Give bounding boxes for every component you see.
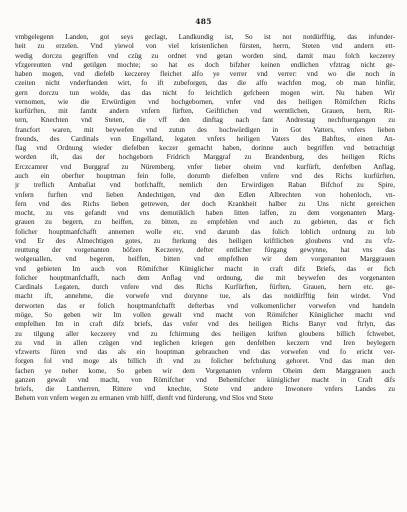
text-line: vmbgelegenn Landen, got seys geclagt, Landkundig ist, So ist not notdürfftig, das infunder-: [15, 33, 395, 41]
text-line: derworten das er folich houptmanfchafft defterbas vnd volkomenlicher vorwefen vnd handeln: [15, 301, 395, 310]
text-line: vnd Er des Almechtigen gotes, zu fterkung des heiligen kriftlichen gloubens vnd zu vfz-: [15, 236, 395, 245]
text-line: vnfern furften vnd lieben Andechtigen, vnd den Edlen Albrechten von hohenloch, vn-: [15, 190, 395, 199]
text-line: Behem von vnfern wegen zu ermanen vmb hilff, dienft vnd fürderung, vnd Slos vnd Stete: [15, 394, 274, 403]
text-line: mocht, zu vns gefandt vnd vns demutiklich haben litten laffen, zu dem vorgenanten Marg-: [15, 209, 395, 218]
text-line: Cardinals Legaten, durch vnfere vnd des Richs Kurfürften, fürften, Grauen, hern etc. ge-: [15, 283, 395, 292]
text-line: folicher houptmanfchafft, nach dem Anflag vnd ordnung, die mit beywefen des vorgenanten: [15, 273, 395, 282]
text-line: jr treflich Ambafiat vnd botfchafft, nemlich den Erwirdigen Raban Bifchof zu Spire,: [15, 181, 395, 190]
text-line: fern vnd des Richs lieben getrewen, der doch Krankheit halber zu Uns nicht gereichen: [15, 199, 395, 208]
text-line: forgen fol vnd moge als billich ift vnd zu folicher befchulung gehoret. Vnd das man den: [15, 357, 395, 366]
text-line: zu vnd in allen czügen vnd teglichen kriegen gen denfelben keczern vnd Iren beylegern: [15, 338, 395, 347]
text-line: tern, Knechten vnd Steten, die vff den dinftag nach fant Andrestag nechftuergangen zu: [15, 116, 395, 125]
text-line: czeiten nicht vnderftanden wirt, fo ift zubeforgen, das die alfo wachfen mog, ob man hinfür,: [15, 79, 395, 88]
body-text: [15, 33, 395, 404]
text-line: ganzen gewalt vnd macht, von Römifcher vnd Behemifcher küniglicher macht in Craft difs: [15, 375, 395, 384]
text-line: auch ein oberfter houptman fein folle, dorumb diefelben vnfere vnd des Richs kurfürften,: [15, 171, 395, 180]
text-line: zu tilgung aller keczerey vnd zu fchirmung des heiligen kriften gloubens billich fchwebet,: [15, 329, 395, 338]
text-line: vfzwerts füren vnd das als ein houptman gebrauchen vnd das vorwefen vnd fo ericht ver-: [15, 348, 395, 357]
text-line: heit zu erzelen. Vnd yiewol von viel kristenlichen fürsten, herrn, Steten vnd andern ett-: [15, 42, 395, 51]
text-line: vfzgereutten vnd getilgen mochte; so hat es doch bifzher keinen endlichen vfztrag nicht ge-: [15, 60, 395, 69]
text-line: Erczcamrer vnd Burggraf zu Nüremberg, vnfer lieber oheim vnd kurfürft, denfelben Anflag,: [15, 162, 395, 171]
text-line: flag vnd Ordnung wieder diefelben keczer gemacht haben, dorinne auch begriffen vnd betrachtigt: [15, 144, 395, 153]
text-line: reuttung der vorgenanten böfzen Keczerey, defter entlicher fürgang gewynne, hat vns das: [15, 246, 395, 255]
text-line: kurfürften, mit famht andern vnfern fürften, Geiftlichen vnd werntlichen, Grauen, hern, Rit-: [15, 107, 395, 116]
text-line: wolgeuallen, vnd begeren, heiffen, bitten vnd empfelhen wir dem vorgenanten Marggrauen: [15, 255, 395, 264]
text-line: empfelhen Im in craft difz briefs, das vnfer vnd des heiligen Richs Banyr vnd ftrlyn, das: [15, 320, 395, 329]
text-line: francfort waren, mit beywefen vnd zutun des hochwürdigen in Got Vatters, vnfers lieben: [15, 125, 395, 134]
text-line: fachen ye neher kome, So geben wir dem Vorgenanten vnferm Oheim dem Marggrauen auch: [15, 366, 395, 375]
text-line: vnd gebieten Im auch von Römifcher Küniglicher macht in craft difz Briefs, das er fich: [15, 264, 395, 273]
text-line: wedig dorczu gegriffen vnd czüg zu ordnet vnd getan worden sind, damit mau folch keczerey: [15, 51, 395, 60]
text-line: worden ift, das der hochgeborn Fridrich Marggraf zu Brandenburg, des heiligen Richs: [15, 153, 395, 162]
text-line: möge, So geben wir Im vollen gewalt vnd macht von Römifcher Küniglicher macht vnd: [15, 310, 395, 319]
text-line: freunds, des Cardinals von Engelland, legaten vnfers heiligen Vaters des Babftes, einen An-: [15, 134, 395, 143]
text-line: macht ift, annehme, die vorwefe vnd dorynne tue, als das notdürfftig fein wirdet. Vnd: [15, 292, 395, 301]
text-line: folicher houptmanfchafft annemen wolle etc. vnd darumb das folich loblich ordnung zu lob: [15, 227, 395, 236]
text-line: vernomen, wie die Erwürdigen vnd hochgebornen, vnfer vnd des heiligen Römifchen Richs: [15, 97, 395, 106]
text-line: haben mogen, vnd diefelb keczerey fleichet alfo ye verrer vnd verrer: vnd wo die noch in: [15, 70, 395, 79]
page-number: 485: [195, 17, 212, 26]
text-line: gern dorczu tun wolde, das das nicht fo leichtlich gefcheen mogen wirt. Nu haben Wir: [15, 88, 395, 97]
text-line: grauen zu begern, zu heiffen, zu bitten, zu empfehlen vnd auch zu gebieten, das er fich: [15, 218, 395, 227]
text-line: briefs, die Lantherren, Rittere vnd knechte, Stete vnd andere Inwonere vnfers Landes zu: [15, 385, 395, 394]
